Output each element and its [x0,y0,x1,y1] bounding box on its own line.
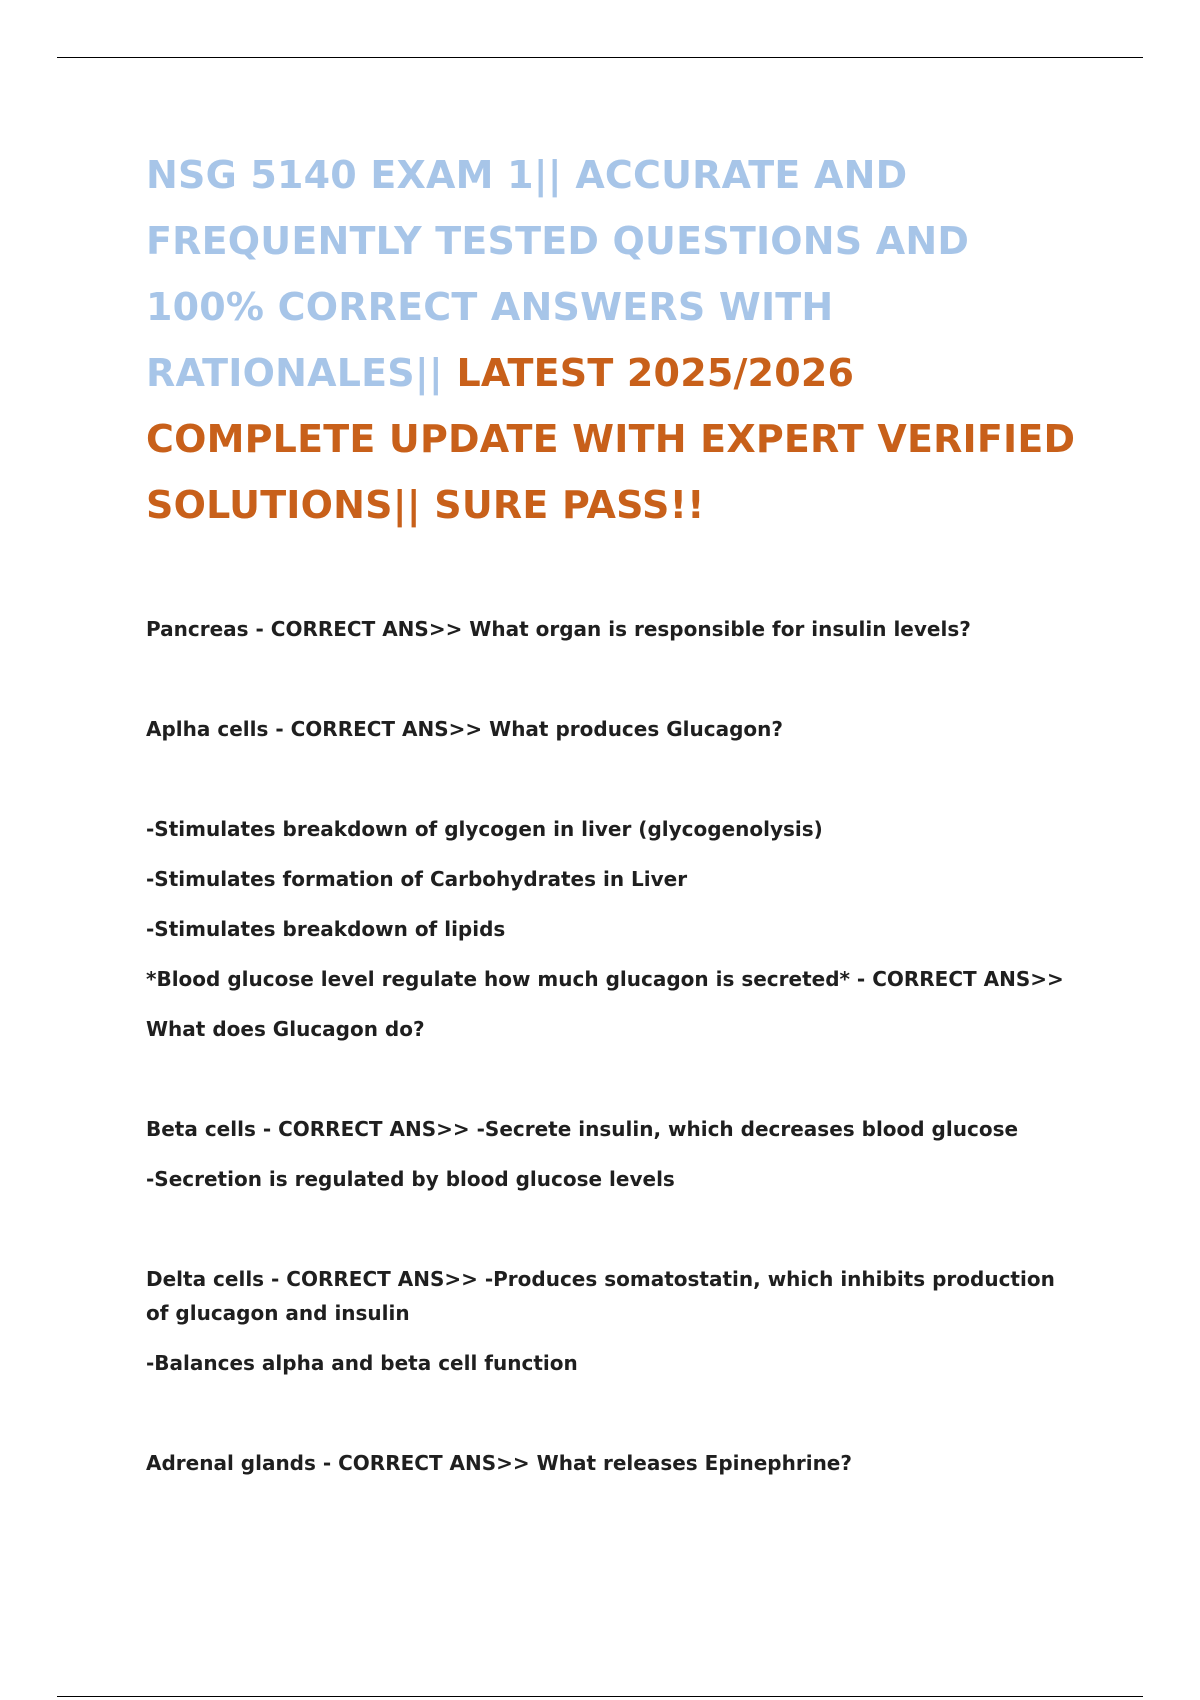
qa-item [146,1438,1076,1488]
document-title [146,142,1076,538]
qa-line: -Stimulates breakdown of lipids [146,917,506,941]
qa-item [146,704,1076,754]
qa-item [146,604,1076,654]
qa-list [146,604,1076,1538]
qa-item [146,1104,1076,1204]
qa-item [146,804,1076,1054]
qa-line: Aplha cells - CORRECT ANS>> What produces Glucagon? [146,717,783,741]
title-part-orange: LATEST 2025/2026 COMPLETE UPDATE WITH EXPERT VERIFIED SOLUTIONS|| SURE PASS!! [146,351,1076,527]
qa-line: Pancreas - CORRECT ANS>> What organ is responsible for insulin levels? [146,617,971,641]
bottom-rule [57,1696,1143,1697]
qa-line: -Stimulates breakdown of glycogen in liver (glycogenolysis) [146,817,823,841]
qa-line: Delta cells - CORRECT ANS>> -Produces somatostatin, which inhibits production of glucagon and insulin [146,1267,1062,1325]
qa-line: -Stimulates formation of Carbohydrates in Liver [146,867,688,891]
qa-line: What does Glucagon do? [146,1017,425,1041]
qa-line: Adrenal glands - CORRECT ANS>> What releases Epinephrine? [146,1451,852,1475]
qa-item [146,1254,1076,1388]
top-rule [57,57,1143,58]
title-part-blue: NSG 5140 EXAM 1|| ACCURATE AND FREQUENTLY TESTED QUESTIONS AND 100% CORRECT ANSWERS WITH RATIONALES|| [146,153,970,395]
qa-line: -Secretion is regulated by blood glucose levels [146,1167,675,1191]
qa-line: -Balances alpha and beta cell function [146,1351,578,1375]
qa-line: Beta cells - CORRECT ANS>> -Secrete insulin, which decreases blood glucose [146,1117,1019,1141]
qa-line: *Blood glucose level regulate how much glucagon is secreted* - CORRECT ANS>> [146,967,1064,991]
